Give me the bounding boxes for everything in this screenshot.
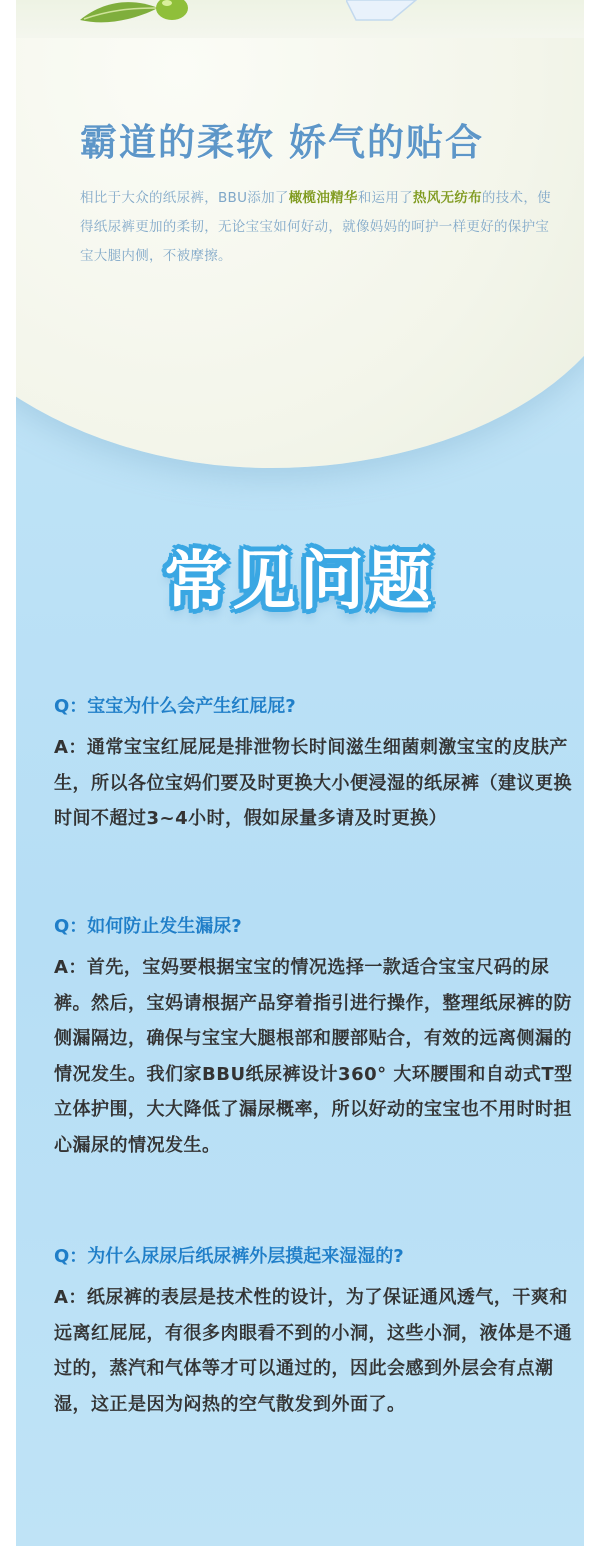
faq-answer: A：首先，宝妈要根据宝宝的情况选择一款适合宝宝尺码的尿裤。然后，宝妈请根据产品穿着指引进行操作，整理纸尿裤的防侧漏隔边，确保与宝宝大腿根部和腰部贴合，有效的远离侧漏的情况发生。我们家BBU纸尿裤设计360° 大环腰围和自动式T型立体护围，大大降低了漏尿概率，所以好动的宝宝也不用时时担心漏尿的情况发生。	[54, 957, 573, 1156]
faq-item	[54, 694, 574, 837]
promo-heading-part2: 娇气的贴合	[289, 121, 484, 164]
product-edge-icon	[346, 0, 426, 24]
highlight-hot-air-fabric: 热风无纺布	[412, 190, 482, 206]
faq-answer: A：纸尿裤的表层是技术性的设计，为了保证通风透气，干爽和远离红屁屁，有很多肉眼看不到的小洞，这些小洞，液体是不通过的，蒸汽和气体等才可以通过的，因此会感到外层会有点潮湿，这正是因为闷热的空气散发到外面了。	[54, 1287, 572, 1415]
page-margin-right	[584, 0, 600, 1546]
faq-question: Q：为什么尿尿后纸尿裤外层摸起来湿湿的?	[54, 1246, 404, 1267]
faq-question: Q：宝宝为什么会产生红屁屁?	[54, 696, 296, 717]
faq-answer: A：通常宝宝红屁屁是排泄物长时间滋生细菌刺激宝宝的皮肤产生，所以各位宝妈们要及时更换大小便浸湿的纸尿裤（建议更换时间不超过3~4小时，假如尿量多请及时更换）	[54, 737, 572, 829]
faq-item	[54, 1244, 574, 1422]
promo-text-post: 的技术，使得纸尿裤更加的柔韧，无论宝宝如何好动，就像妈妈的呵护一样更好的保护宝宝大腿内侧，不被摩擦。	[80, 190, 551, 264]
promo-description	[80, 184, 560, 271]
faq-title: 常见问题	[164, 545, 436, 619]
promo-text-pre: 相比于大众的纸尿裤，BBU添加了	[80, 190, 289, 206]
promo-text-mid: 和运用了	[357, 190, 413, 206]
faq-item	[54, 914, 574, 1163]
highlight-olive-oil: 橄榄油精华	[288, 190, 358, 206]
olive-leaf-icon	[76, 0, 196, 30]
page-margin-left	[0, 0, 16, 1546]
faq-question: Q：如何防止发生漏尿?	[54, 916, 242, 937]
product-detail-panel	[16, 0, 584, 1546]
promo-heading-part1: 霸道的柔软	[80, 121, 275, 164]
promo-heading	[80, 112, 484, 166]
